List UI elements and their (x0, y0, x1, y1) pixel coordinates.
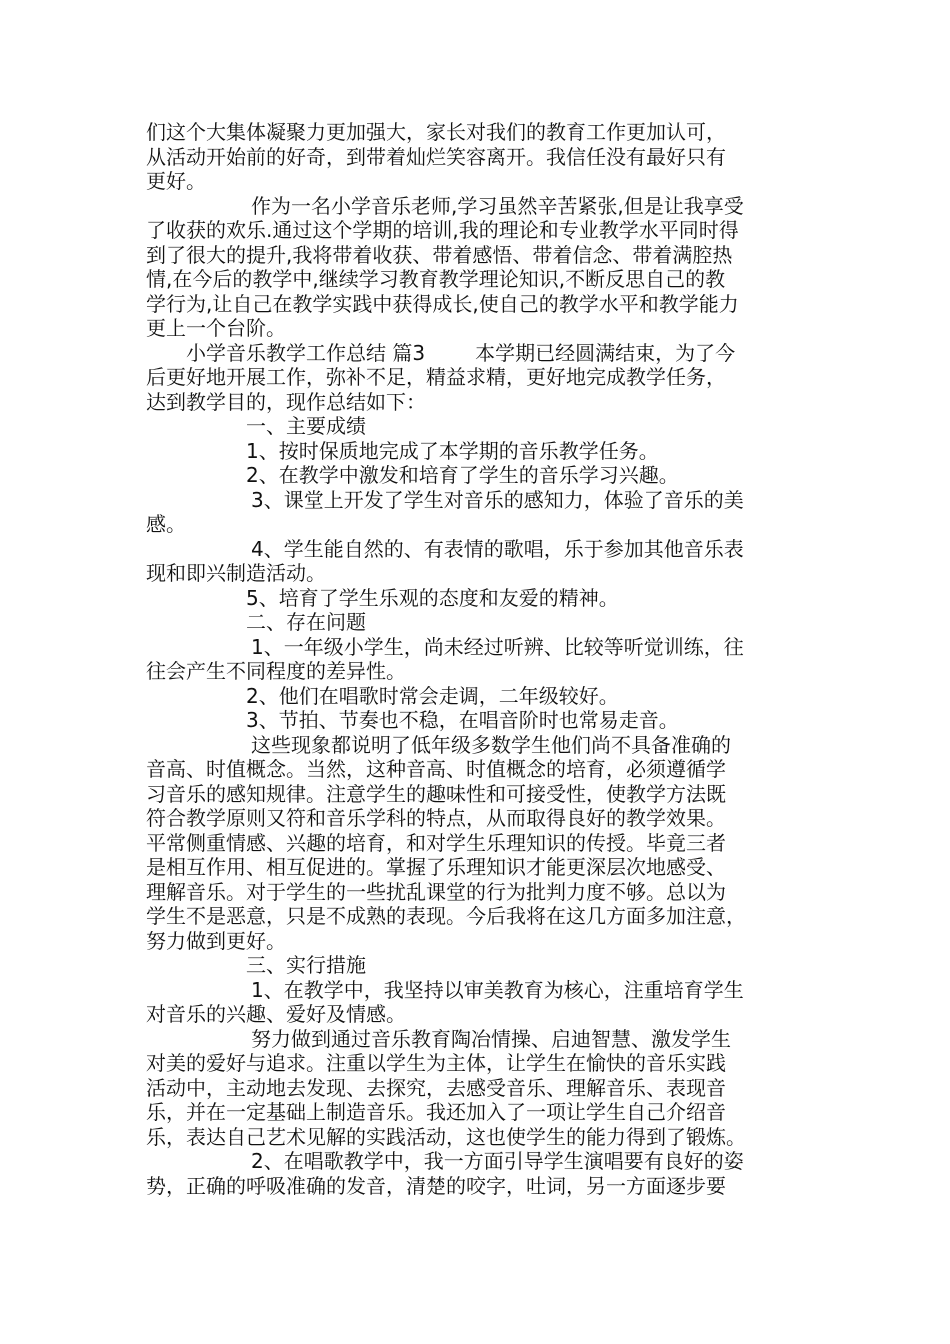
list-item: 1、在教学中，我坚持以审美教育为核心，注重培育学生 (251, 977, 744, 1002)
list-item: 1、一年级小学生，尚未经过听辨、比较等听觉训练，往 (251, 634, 744, 659)
text-line: 学行为,让自己在教学实践中获得成长,使自己的教学水平和教学能力 (146, 291, 739, 316)
text-line: 后更好地开展工作，弥补不足，精益求精，更好地完成教学任务， (146, 365, 726, 389)
subheading-problems: 二、存在问题 (246, 610, 366, 634)
subheading-main-results: 一、主要成绩 (246, 414, 366, 438)
text-line: 平常侧重情感、兴趣的培育，和对学生乐理知识的传授。毕竟三者 (146, 830, 726, 855)
section-title: 小学音乐教学工作总结 篇3 (186, 340, 426, 365)
list-item: 2、他们在唱歌时常会走调，二年级较好。 (246, 683, 619, 708)
list-item: 5、培育了学生乐观的态度和友爱的精神。 (246, 585, 619, 610)
text-line: 是相互作用、相互促进的。掌握了乐理知识才能更深层次地感受、 (146, 855, 726, 879)
paragraph-start: 努力做到通过音乐教育陶冶情操、启迪智慧、激发学生 (251, 1026, 731, 1051)
text-line: 学生不是恶意，只是不成熟的表现。今后我将在这几方面多加注意， (146, 904, 746, 928)
text-line: 达到教学目的，现作总结如下： (146, 389, 426, 414)
list-item: 3、课堂上开发了学生对音乐的感知力，体验了音乐的美 (251, 487, 744, 512)
text-line: 本学期已经圆满结束，为了今 (475, 340, 736, 365)
text-line: 努力做到更好。 (146, 928, 286, 953)
list-item: 2、在教学中激发和培育了学生的音乐学习兴趣。 (246, 463, 679, 487)
text-line: 们这个大集体凝聚力更加强大，家长对我们的教育工作更加认可， (146, 120, 726, 144)
text-line: 活动中，主动地去发现、去探究，去感受音乐、理解音乐、表现音 (146, 1075, 726, 1100)
list-item: 1、按时保质地完成了本学期的音乐教学任务。 (246, 438, 659, 463)
text-line: 乐，并在一定基础上制造音乐。我还加入了一项让学生自己介绍音 (146, 1100, 726, 1124)
text-line: 现和即兴制造活动。 (146, 561, 326, 585)
text-line: 习音乐的感知规律。注意学生的趣味性和可接受性，使教学方法既 (146, 781, 726, 806)
list-item: 2、在唱歌教学中，我一方面引导学生演唱要有良好的姿 (251, 1149, 744, 1173)
text-line: 符合教学原则又符和音乐学科的特点，从而取得良好的教学效果。 (146, 806, 726, 830)
paragraph-start: 作为一名小学音乐老师,学习虽然辛苦紧张,但是让我享受 (251, 193, 744, 218)
text-line: 音高、时值概念。当然，这种音高、时值概念的培育，必须遵循学 (146, 757, 726, 781)
section-heading-line (146, 341, 818, 366)
paragraph-start: 这些现象都说明了低年级多数学生他们尚不具备准确的 (251, 732, 731, 757)
text-line: 往会产生不同程度的差异性。 (146, 659, 406, 683)
list-item: 3、节拍、节奏也不稳，在唱音阶时也常易走音。 (246, 708, 679, 732)
text-line: 感。 (146, 512, 186, 536)
text-line: 情,在今后的教学中,继续学习教育教学理论知识,不断反思自己的教 (146, 267, 726, 291)
text-line: 理解音乐。对于学生的一些扰乱课堂的行为批判力度不够。总以为 (146, 879, 726, 904)
text-line: 对音乐的兴趣、爱好及情感。 (146, 1002, 406, 1026)
text-line: 对美的爱好与追求。注重以学生为主体，让学生在愉快的音乐实践 (146, 1051, 726, 1075)
document-body (146, 120, 818, 1198)
text-line: 从活动开始前的好奇，到带着灿烂笑容离开。我信任没有最好只有 (146, 144, 726, 169)
text-line: 到了很大的提升,我将带着收获、带着感悟、带着信念、带着满腔热 (146, 242, 733, 267)
text-line: 更上一个台阶。 (146, 316, 286, 340)
text-line: 势，正确的呼吸准确的发音，清楚的咬字，吐词，另一方面逐步要 (146, 1173, 726, 1198)
text-line: 更好。 (146, 169, 206, 193)
list-item: 4、学生能自然的、有表情的歌唱，乐于参加其他音乐表 (251, 536, 744, 561)
text-line: 乐，表达自己艺术见解的实践活动，这也使学生的能力得到了锻炼。 (146, 1124, 746, 1149)
text-line: 了收获的欢乐.通过这个学期的培训,我的理论和专业教学水平同时得 (146, 218, 739, 242)
subheading-measures: 三、实行措施 (246, 953, 366, 977)
